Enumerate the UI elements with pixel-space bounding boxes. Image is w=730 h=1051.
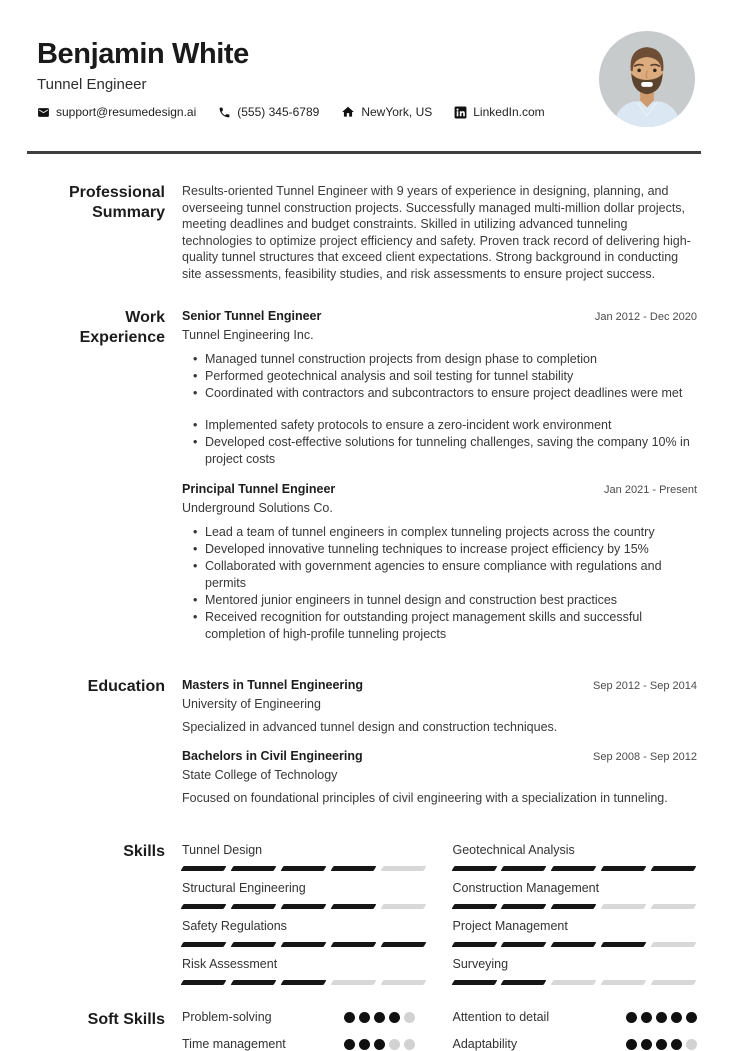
rating-dot-empty [404,1039,415,1050]
soft-skill-item [182,1037,427,1051]
bar-segment-empty [380,980,426,985]
education-school: State College of Technology [182,768,338,782]
section-education [0,677,730,806]
rating-dot-filled [344,1039,355,1050]
contact-row [37,105,545,119]
soft-skill-label: Attention to detail [452,1010,550,1024]
education-entry [182,677,697,735]
skill-level-bar [182,904,427,909]
education-head [182,677,697,693]
skills-heading: Skills [123,843,165,860]
soft-skill-item [453,1037,698,1051]
bar-segment-empty [601,904,647,909]
soft-skill-rating-dots [622,1012,697,1023]
education-entry [182,748,697,806]
bar-segment-empty [380,866,426,871]
bar-segment-filled [280,980,326,985]
skill-level-bar [453,904,698,909]
skills-grid [182,842,697,985]
experience-heading: Work Experience [79,309,165,346]
summary-text: Results-oriented Tunnel Engineer with 9 years of experience in designing, planning, and overseeing tunnel construction projects. Successfully managed multi-million dollar projects, meeting deadlines and budget constraints. Skilled in utilizing advanced tunneling technologies to optimize project efficiency and safety. Proven track record of delivering high-quality tunnel structures that exceed client expectations. Strong background in conducting site assessments, feasibility studies, and risk assessments to ensure project success. [182,184,691,281]
contact-phone [218,105,319,119]
contact-location [341,105,432,119]
bar-segment-filled [230,904,276,909]
bar-segment-filled [330,866,376,871]
bar-segment-filled [551,904,597,909]
job-bullet: • Received recognition for outstanding project management skills and successful completion of high-profile tunneling projects [193,609,697,643]
bar-segment-filled [181,904,227,909]
skill-item [453,918,698,947]
job-dates: Jan 2012 - Dec 2020 [594,311,697,323]
job-entry [182,308,697,468]
person-job-title: Tunnel Engineer [37,76,147,93]
summary-heading: Professional Summary [68,184,165,221]
skill-item [453,880,698,909]
bar-segment-filled [280,904,326,909]
soft-skill-rating-dots [340,1012,415,1023]
job-title: Senior Tunnel Engineer [182,309,322,323]
education-heading: Education [87,678,165,695]
rating-dot-filled [641,1039,652,1050]
bar-segment-empty [551,980,597,985]
person-name: Benjamin White [37,38,249,70]
job-bullet: • Coordinated with contractors and subcontractors to ensure project deadlines were met [193,385,697,402]
skill-item [453,956,698,985]
job-company: Underground Solutions Co. [182,501,333,515]
rating-dot-filled [374,1039,385,1050]
skill-label: Structural Engineering [182,881,306,895]
soft-skills-heading: Soft Skills [87,1011,165,1028]
linkedin-icon [454,106,467,119]
education-description: Focused on foundational principles of civil engineering with a specialization in tunneling. [182,791,668,805]
bar-segment-filled [551,942,597,947]
section-experience [0,308,730,643]
bar-segment-filled [230,980,276,985]
skill-label: Risk Assessment [182,957,278,971]
job-entry [182,481,697,643]
avatar [598,30,696,128]
bar-segment-filled [330,942,376,947]
skill-item [182,956,427,985]
soft-skill-rating-dots [340,1039,415,1050]
rating-dot-filled [656,1012,667,1023]
contact-email-text: support@resumedesign.ai [56,105,197,119]
rating-dot-filled [374,1012,385,1023]
bar-segment-filled [280,866,326,871]
bar-segment-filled [651,866,697,871]
education-list [182,677,697,806]
rating-dot-empty [686,1039,697,1050]
bar-segment-filled [380,942,426,947]
bar-segment-empty [601,980,647,985]
skill-level-bar [182,942,427,947]
bar-segment-filled [501,942,547,947]
bar-segment-filled [601,866,647,871]
bar-segment-empty [651,904,697,909]
skill-label: Geotechnical Analysis [452,843,575,857]
bar-segment-empty [380,904,426,909]
skill-level-bar [453,866,698,871]
bar-segment-filled [451,942,497,947]
bar-segment-filled [181,942,227,947]
rating-dot-filled [671,1039,682,1050]
skill-label: Tunnel Design [182,843,263,857]
bar-segment-filled [501,866,547,871]
skill-label: Surveying [452,957,509,971]
job-bullet: • Lead a team of tunnel engineers in complex tunneling projects across the country [193,524,697,541]
header-identity [37,30,545,128]
job-bullet: • Developed innovative tunneling techniques to increase project efficiency by 15% [193,541,697,558]
soft-skill-item [182,1010,427,1024]
education-dates: Sep 2008 - Sep 2012 [593,751,697,763]
skill-item [182,842,427,871]
bar-segment-filled [451,866,497,871]
rating-dot-filled [359,1039,370,1050]
rating-dot-empty [389,1039,400,1050]
skill-label: Safety Regulations [182,919,287,933]
job-bullet: • Managed tunnel construction projects from design phase to completion [193,351,697,368]
rating-dot-filled [656,1039,667,1050]
skill-item [453,842,698,871]
bar-segment-filled [601,942,647,947]
education-degree: Masters in Tunnel Engineering [182,678,364,692]
education-description: Specialized in advanced tunnel design and construction techniques. [182,720,558,734]
job-bullet: • Performed geotechnical analysis and soil testing for tunnel stability [193,368,697,385]
section-soft-skills [0,1010,730,1051]
skill-item [182,880,427,909]
rating-dot-filled [671,1012,682,1023]
section-summary [0,183,730,282]
job-bullets [182,524,697,643]
rating-dot-filled [344,1012,355,1023]
job-head [182,481,697,497]
bar-segment-filled [501,904,547,909]
job-head [182,308,697,324]
contact-phone-text: (555) 345-6789 [237,105,320,119]
skill-label: Construction Management [452,881,600,895]
bar-segment-empty [651,942,697,947]
bar-segment-filled [551,866,597,871]
bar-segment-filled [181,866,227,871]
rating-dot-filled [389,1012,400,1023]
experience-list [182,308,697,643]
bar-segment-filled [230,866,276,871]
soft-skills-grid [182,1010,697,1051]
job-dates: Jan 2021 - Present [604,484,697,496]
skill-level-bar [182,980,427,985]
skill-level-bar [182,866,427,871]
job-bullet: • Implemented safety protocols to ensure a zero-incident work environment [193,417,697,434]
home-icon [341,105,355,119]
bar-segment-filled [451,980,497,985]
soft-skill-label: Problem-solving [182,1010,272,1024]
education-school: University of Engineering [182,697,321,711]
bar-segment-empty [330,980,376,985]
bar-segment-filled [501,980,547,985]
rating-dot-empty [404,1012,415,1023]
skill-item [182,918,427,947]
contact-email [37,105,196,119]
job-bullet: • Developed cost-effective solutions for tunneling challenges, saving the company 10% in project costs [193,434,697,468]
soft-skill-label: Adaptability [452,1037,518,1051]
bar-segment-filled [280,942,326,947]
rating-dot-filled [626,1039,637,1050]
rating-dot-filled [686,1012,697,1023]
skill-level-bar [453,980,698,985]
education-degree: Bachelors in Civil Engineering [182,749,363,763]
bar-segment-filled [330,904,376,909]
rating-dot-filled [359,1012,370,1023]
job-bullet: • Collaborated with government agencies to ensure compliance with regulations and permits [193,558,697,592]
email-icon [37,106,50,119]
header-divider [27,151,701,154]
education-head [182,748,697,764]
rating-dot-filled [626,1012,637,1023]
bar-segment-filled [230,942,276,947]
job-bullet: • Mentored junior engineers in tunnel design and construction best practices [193,592,697,609]
contact-location-text: NewYork, US [361,105,433,119]
skill-level-bar [453,942,698,947]
soft-skill-rating-dots [622,1039,697,1050]
education-dates: Sep 2012 - Sep 2014 [593,680,697,692]
job-bullets [182,351,697,468]
rating-dot-filled [641,1012,652,1023]
section-skills [0,842,730,985]
phone-icon [218,106,231,119]
bar-segment-filled [181,980,227,985]
contact-linkedin [454,105,544,119]
job-title: Principal Tunnel Engineer [182,482,336,496]
bar-segment-filled [451,904,497,909]
resume-header [0,0,730,128]
soft-skill-label: Time management [182,1037,286,1051]
contact-linkedin-text: LinkedIn.com [473,105,545,119]
bar-segment-empty [651,980,697,985]
skill-label: Project Management [452,919,568,933]
soft-skill-item [453,1010,698,1024]
job-company: Tunnel Engineering Inc. [182,328,314,342]
